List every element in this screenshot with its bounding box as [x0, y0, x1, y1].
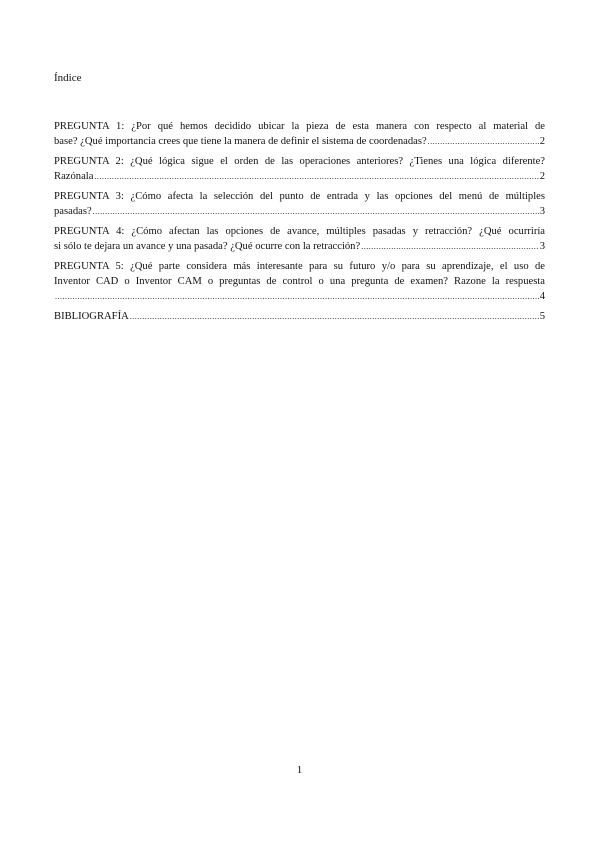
dot-leader: [93, 204, 539, 219]
dot-leader: [55, 289, 539, 304]
toc-heading: Índice: [54, 72, 82, 84]
toc-entry-leader-line: [54, 239, 545, 254]
toc-page-number: 2: [539, 136, 545, 147]
toc-page-number: 2: [539, 171, 545, 182]
toc-entry-text: Inventor CAD o Inventor CAM o preguntas de control o una pregunta de examen? Razone la respuesta: [54, 276, 545, 287]
dot-leader: [361, 239, 539, 254]
toc-entry-leader-line: [54, 204, 545, 219]
toc-entry-text: Razónala: [54, 171, 94, 182]
toc-entry-leader-line: [54, 169, 545, 184]
dot-leader: [94, 169, 538, 184]
toc-entry-pregunta-3[interactable]: [54, 189, 545, 219]
toc-page-number: 3: [539, 241, 545, 252]
toc-entry-pregunta-1[interactable]: [54, 119, 545, 149]
toc-entry-text: si sólo te dejara un avance y una pasada? ¿Qué ocurre con la retracción?: [54, 241, 361, 252]
toc-entry-text: PREGUNTA 5: ¿Qué parte considera más interesante para su futuro y/o para su aprendizaje, el uso de: [54, 261, 545, 272]
dot-leader: [428, 134, 539, 149]
table-of-contents: [54, 119, 545, 327]
dot-leader: [130, 309, 539, 324]
toc-entry-pregunta-4[interactable]: [54, 224, 545, 254]
toc-entry-text: BIBLIOGRAFÍA: [54, 311, 129, 322]
toc-entry-text: pasadas?: [54, 206, 92, 217]
toc-entry-bibliografia[interactable]: [54, 309, 545, 324]
toc-entry-pregunta-2[interactable]: [54, 154, 545, 184]
toc-entry-pregunta-5[interactable]: [54, 259, 545, 304]
toc-entry-text: base? ¿Qué importancia crees que tiene la manera de definir el sistema de coordenadas?: [54, 136, 427, 147]
toc-page-number: 4: [539, 291, 545, 302]
toc-entry-text: PREGUNTA 3: ¿Cómo afecta la selección del punto de entrada y las opciones del menú de múltiples: [54, 191, 545, 202]
toc-page-number: 5: [539, 311, 545, 322]
toc-page-number: 3: [539, 206, 545, 217]
page-footer-number: 1: [296, 764, 303, 776]
toc-entry-text: PREGUNTA 4: ¿Cómo afectan las opciones de avance, múltiples pasadas y retracción? ¿Qué ocurriría: [54, 226, 545, 237]
toc-entry-leader-line: [54, 134, 545, 149]
toc-entry-leader-line: [54, 309, 545, 324]
toc-entry-text: PREGUNTA 2: ¿Qué lógica sigue el orden de las operaciones anteriores? ¿Tienes una lógica diferente?: [54, 156, 545, 167]
toc-entry-text: PREGUNTA 1: ¿Por qué hemos decidido ubicar la pieza de esta manera con respecto al material de: [54, 121, 545, 132]
toc-entry-leader-line: [54, 289, 545, 304]
